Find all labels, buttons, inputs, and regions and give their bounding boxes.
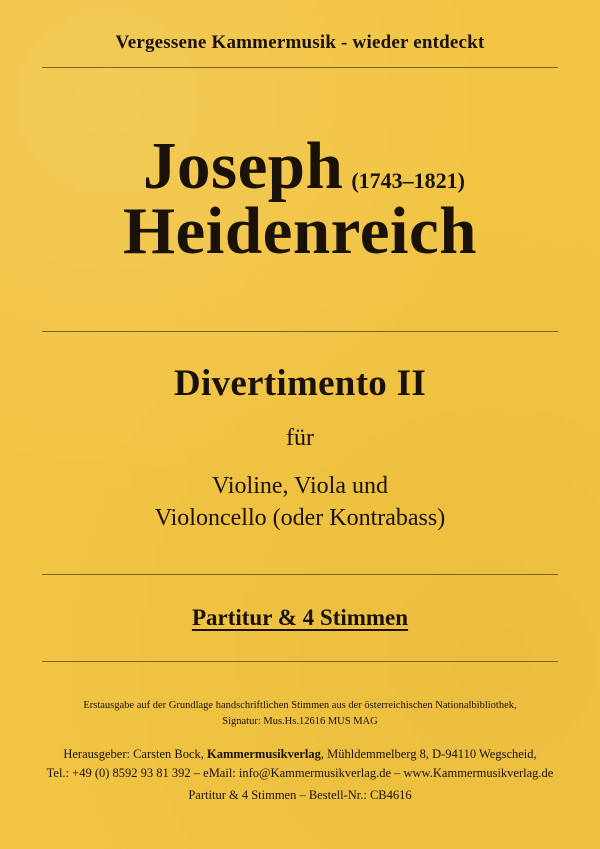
source-note-line-1: Erstausgabe auf der Grundlage handschriftlichen Stimmen aus der österreichischen Nationalbibliothek,: [83, 700, 517, 712]
publisher-contact-line: Tel.: +49 (0) 8592 93 81 392 – eMail: info@Kammermusikverlag.de – www.Kammermusikverlag.de: [46, 766, 554, 781]
series-title: Vergessene Kammermusik - wieder entdeckt: [115, 32, 485, 53]
publisher-info: [42, 745, 558, 805]
footer-block: [42, 676, 558, 805]
publisher-address-line: [42, 745, 558, 764]
source-note: [42, 698, 558, 728]
composer-first-name-row: [42, 129, 558, 203]
composer-first-name: Joseph: [143, 129, 344, 203]
composer-block: [42, 129, 558, 269]
spacer: [42, 662, 558, 676]
instrumentation: [42, 470, 558, 534]
divider-top: [42, 67, 558, 68]
order-number-line: Partitur & 4 Stimmen – Bestell-Nr.: CB4616: [188, 787, 412, 802]
composer-dates: (1743–1821): [351, 167, 465, 193]
composer-last-name: Heidenreich: [122, 194, 478, 269]
instrumentation-line-2: Violoncello (oder Kontrabass): [154, 504, 446, 531]
divider-after-instrumentation: [42, 574, 558, 575]
publisher-suffix: , Mühldemmelberg 8, D-94110 Wegscheid,: [320, 746, 537, 761]
publisher-name: Kammermusikverlag: [207, 746, 321, 761]
work-title: Divertimento II: [173, 362, 427, 404]
divider-above-footer: [42, 661, 558, 662]
parts-line: Partitur & 4 Stimmen: [191, 604, 409, 630]
instrumentation-line-1: Violine, Viola und: [212, 472, 388, 499]
source-note-line-2: Signatur: Mus.Hs.12616 MUS MAG: [222, 715, 378, 727]
work-for-label: für: [286, 424, 314, 451]
publisher-prefix: Herausgeber: Carsten Bock,: [63, 746, 208, 761]
divider-after-composer: [42, 331, 558, 332]
